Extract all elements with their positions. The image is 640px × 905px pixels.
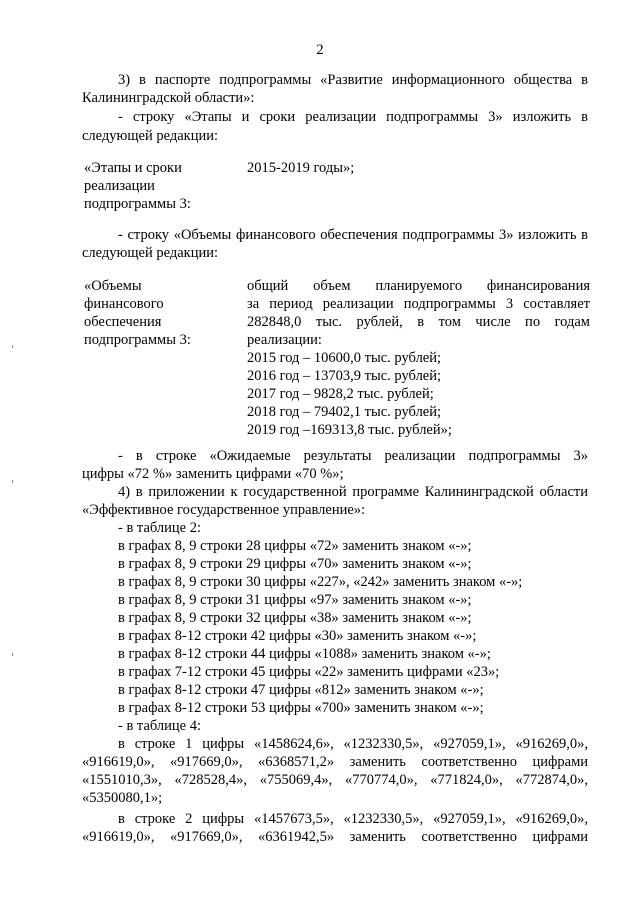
table4-row1-line3: «1551010,3», «728528,4», «755069,4», «770774,0», «771824,0», «772874,0», [82,772,588,788]
funding-year-2016: 2016 год – 13703,9 тыс. рублей; [247,368,442,384]
stages-label-line3: подпрограммы 3: [84,196,191,212]
funding-value-line2: за период реализации подпрограммы 3 составляет [247,296,590,312]
funding-value-line4: реализации: [247,332,322,348]
funding-label-line2: финансового [84,296,164,312]
table2-item: в графах 7-12 строки 45 цифры «22» заменить цифрами «23»; [118,664,500,680]
table4-intro: - в таблице 4: [118,718,201,734]
funding-label-line4: подпрограммы 3: [84,332,191,348]
stages-instruction-line2: следующей редакции: [82,128,219,144]
table2-item: в графах 8-12 строки 44 цифры «1088» заменить знаком «-»; [118,646,491,662]
table2-item: в графах 8, 9 строки 31 цифры «97» заменить знаком «-»; [118,592,472,608]
item3-line2: Калининградской области»: [82,90,255,106]
table2-intro: - в таблице 2: [118,520,201,536]
funding-year-2018: 2018 год – 79402,1 тыс. рублей; [247,404,442,420]
stages-label-line1: «Этапы и сроки [84,160,182,176]
page-number: 2 [316,42,324,58]
table2-item: в графах 8-12 строки 47 цифры «812» заменить знаком «-»; [118,682,484,698]
item4-line2: «Эффективное государственное управление»: [82,502,366,518]
funding-year-2019: 2019 год –169313,8 тыс. рублей»; [247,422,452,438]
results-instruction-line1: - в строке «Ожидаемые результаты реализации подпрограммы 3» [118,448,588,464]
stages-value: 2015-2019 годы»; [247,160,355,176]
scan-mark [12,345,13,348]
results-instruction-line2: цифры «72 %» заменить цифрами «70 %»; [82,466,344,482]
funding-value-line3: 282848,0 тыс. рублей, в том числе по годам [247,314,590,330]
table2-item: в графах 8-12 строки 42 цифры «30» заменить знаком «-»; [118,628,477,644]
stages-instruction-line1: - строку «Этапы и сроки реализации подпрограммы 3» изложить в [118,109,588,125]
funding-year-2017: 2017 год – 9828,2 тыс. рублей; [247,386,434,402]
table2-item: в графах 8, 9 строки 30 цифры «227», «242» заменить знаком «-»; [118,574,523,590]
item4-line1: 4) в приложении к государственной программе Калининградской области [118,484,588,500]
funding-label-line1: «Объемы [84,278,142,294]
scan-mark [12,653,13,656]
table4-row1-line4: «5350080,1»; [82,790,163,806]
scan-mark [12,480,13,483]
table4-row1-line1: в строке 1 цифры «1458624,6», «1232330,5», «927059,1», «916269,0», [118,736,588,752]
stages-label-line2: реализации [84,178,155,194]
item3-line1: 3) в паспорте подпрограммы «Развитие информационного общества в [118,72,588,88]
table4-row1-line2: «916619,0», «917669,0», «6368571,2» заменить соответственно цифрами [82,754,588,770]
table4-row2-line1: в строке 2 цифры «1457673,5», «1232330,5», «927059,1», «916269,0», [118,811,588,827]
funding-instruction-line1: - строку «Объемы финансового обеспечения подпрограммы 3» изложить в [118,227,588,243]
table2-item: в графах 8, 9 строки 32 цифры «38» заменить знаком «-»; [118,610,472,626]
funding-instruction-line2: следующей редакции: [82,245,219,261]
funding-label-line3: обеспечения [84,314,162,330]
table4-row2-line2: «916619,0», «917669,0», «6361942,5» заменить соответственно цифрами [82,829,588,845]
funding-value-line1: общий объем планируемого финансирования [247,278,590,294]
table2-item: в графах 8-12 строки 53 цифры «700» заменить знаком «-»; [118,700,484,716]
funding-year-2015: 2015 год – 10600,0 тыс. рублей; [247,350,442,366]
table2-item: в графах 8, 9 строки 28 цифры «72» заменить знаком «-»; [118,538,472,554]
table2-item: в графах 8, 9 строки 29 цифры «70» заменить знаком «-»; [118,556,472,572]
